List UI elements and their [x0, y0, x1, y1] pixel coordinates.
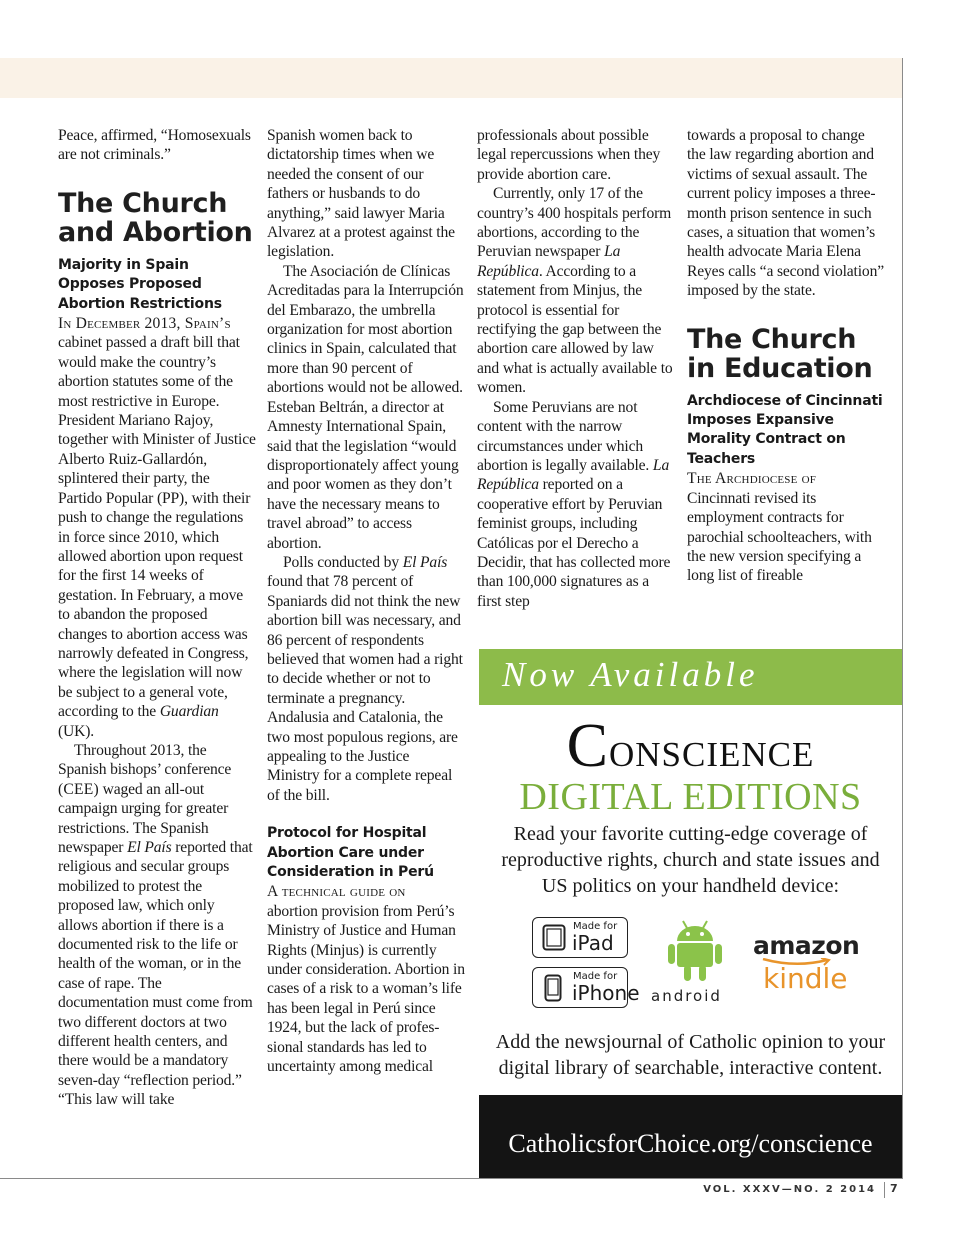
subhead-spain: Majority in Spain Opposes Proposed Abortion Restrictions	[58, 256, 222, 312]
column-4	[687, 126, 885, 586]
paragraph: cabinet passed a draft bill that would make the country’s abortion statutes some of the most restrictive in Europe. President Mariano Rajoy, together with Minister of Justice Alberto Ruiz-Gallardón, splintered their party, the Partido Popular (PP), with their push to change the regulations in force since 2010, which allowed abortion upon request for the first 14 weeks of gestation. In February, a move to abandon the proposed changes to abortion access was narrowly defeated in Congress, where the legislation will now be subject to a general vote, according to the	[58, 334, 256, 721]
paragraph	[267, 553, 465, 805]
paragraph: Cincinnati revised its employment contracts for parochial schoolteachers, with the new version specifying a long list of fireable	[687, 489, 872, 585]
logo-rest: onscience	[608, 721, 815, 777]
paragraph: Spanish women back to dictatorship times when we needed the consent of our fathers or husbands to do anything,” said lawyer Maria Alvarez at a protest against the legislation.	[267, 127, 455, 261]
iphone-icon	[544, 974, 562, 1002]
bottom-rule	[0, 1178, 903, 1179]
paragraph	[477, 398, 675, 611]
publication-name: Guardian	[159, 703, 219, 721]
now-available-band	[479, 649, 902, 705]
android-wordmark: android	[651, 987, 722, 1005]
paragraph-part: waged an all-out campaign urging for greater restrictions. The Spanish newspaper	[58, 780, 229, 856]
paragraph-part: Polls conducted by	[283, 553, 403, 571]
ad-add-text: Add the newsjournal of Catholic opinion to your digital library of searchable, interactive content.	[495, 1031, 886, 1079]
paragraph-part: Currently, only 17 of the country’s 400 hospitals perform abortions, according to the Peruvian newspaper	[477, 185, 672, 261]
page-number: 7	[884, 1182, 908, 1198]
lead-in: A technical guide on	[267, 883, 406, 901]
acronym: (CEE)	[58, 780, 99, 798]
section-heading-church-abortion: The Church and Abortion	[58, 187, 253, 248]
paragraph-part: reported that religious and secular groups mobilized to protest the proposed law, which only allows abortion if there is a documented risk to the life or health of the woman, or in the case of rape. The documentation must come from two different doctors at two different health centers, and there would be a mandatory seven-day “reflection period.” “This law will take	[58, 839, 253, 1109]
ad-url-bar[interactable]	[479, 1095, 902, 1178]
top-color-band	[0, 58, 902, 98]
paragraph	[477, 184, 675, 397]
section-heading-church-education: The Church in Education	[687, 323, 873, 384]
now-available-text: Now Available	[502, 655, 759, 694]
paragraph: The Asociación de Clínicas Acreditadas para la Interrupción del Embarazo, the umbrella organization for most abortion clinics in Spain, calculated that more than 90 percent of abortions would not be allowed. Esteban Beltrán, a director at Amnesty International Spain, said that the legislation “would disproportionately affect young and poor women as they don’t have the necessary means to travel abroad” to access abortion.	[267, 262, 464, 552]
publication-name: El País	[402, 553, 448, 571]
android-robot-icon[interactable]	[667, 917, 723, 983]
kindle-wordmark: kindle	[763, 962, 848, 995]
ad-url-link[interactable]: CatholicsforChoice.org/conscience	[508, 1129, 873, 1158]
made-for-ipad-badge[interactable]	[532, 917, 628, 958]
conscience-logo	[479, 711, 902, 782]
paragraph-part: found that 78 percent of Spaniards did not think the new abortion bill was necessary, and 86 percent of respondents believed that women had a right to decide whether or not to terminate a pregnancy. Andalusia and Catalonia, the two most populous regions, are appealing to the Justice Ministry for a complete repeal of the bill.	[267, 573, 463, 804]
paragraph	[58, 741, 256, 1110]
issue-folio: VOL. XXXV—NO. 2 2014	[703, 1184, 876, 1195]
paragraph: Peace, affirmed, “Homosexuals are not criminals.”	[58, 127, 251, 164]
publication-name: La República	[477, 243, 621, 280]
right-margin-rule	[902, 58, 903, 1178]
paragraph: towards a proposal to change the law regarding abortion and victims of sexual assault. The current policy imposes a three-month prison sentence in such cases, a situation that women’s health advocate Maria Elena Reyes calls “a second violation” imposed by the state.	[687, 127, 884, 300]
column-3	[477, 126, 675, 611]
amazon-wordmark[interactable]: amazon	[753, 931, 860, 960]
paragraph-tail: (UK).	[58, 722, 95, 740]
publication-name: La República	[477, 456, 670, 494]
article-spain	[58, 314, 256, 741]
paragraph-part: Some Peruvians are not content with the narrow circumstances under which abortion is legally available.	[477, 398, 653, 474]
device-name: iPhone	[572, 981, 640, 1005]
article-peru	[267, 882, 465, 1076]
device-name: iPad	[572, 931, 614, 955]
conscience-digital-ad[interactable]	[479, 649, 902, 1178]
ad-description: Read your favorite cutting-edge coverage of reproductive rights, church and state issues and US politics on your handheld device:	[501, 823, 880, 897]
ipad-icon	[542, 924, 566, 951]
digital-editions-subtitle: DIGITAL EDITIONS	[519, 776, 862, 818]
made-for-text: Made for	[573, 971, 618, 982]
paragraph: abortion provision from Perú’s Ministry of Justice and Human Rights (Minjus) is currently under consideration. Abortion in cases of a risk to a woman’s life has been legal in Perú since 1924, but the lack of professional standards has led to uncertainty among medical	[267, 902, 465, 1076]
article-cincinnati	[687, 469, 885, 585]
paragraph-part: Throughout 2013, the Spanish bishops’ conference	[58, 741, 232, 779]
lead-in: In December 2013, Spain’s	[58, 315, 231, 333]
paragraph: professionals about possible legal repercussions when they provide abortion care.	[477, 127, 661, 183]
paragraph-part: . According to a statement from Minjus, the protocol is essential for rectifying the gap between the abortion care allowed by law and what is actually available to women.	[477, 262, 673, 397]
logo-initial: C	[566, 712, 609, 780]
subhead-peru: Protocol for Hospital Abortion Care under Consideration in Perú	[267, 825, 434, 881]
column-1	[58, 126, 256, 1110]
lead-in: The Archdiocese of	[687, 470, 817, 488]
made-for-text: Made for	[573, 921, 618, 932]
paragraph-part: reported on a cooperative effort by Peruvian feminist groups, including Católicas por el Derecho a Decidir, that has collected more than 100,000 signatures as a first step	[477, 476, 671, 610]
column-2	[267, 126, 465, 1077]
publication-name: El País	[127, 839, 172, 856]
subhead-cincinnati: Archdiocese of Cincinnati Imposes Expansive Morality Contract on Teachers	[687, 392, 883, 467]
made-for-iphone-badge[interactable]	[532, 967, 640, 1008]
